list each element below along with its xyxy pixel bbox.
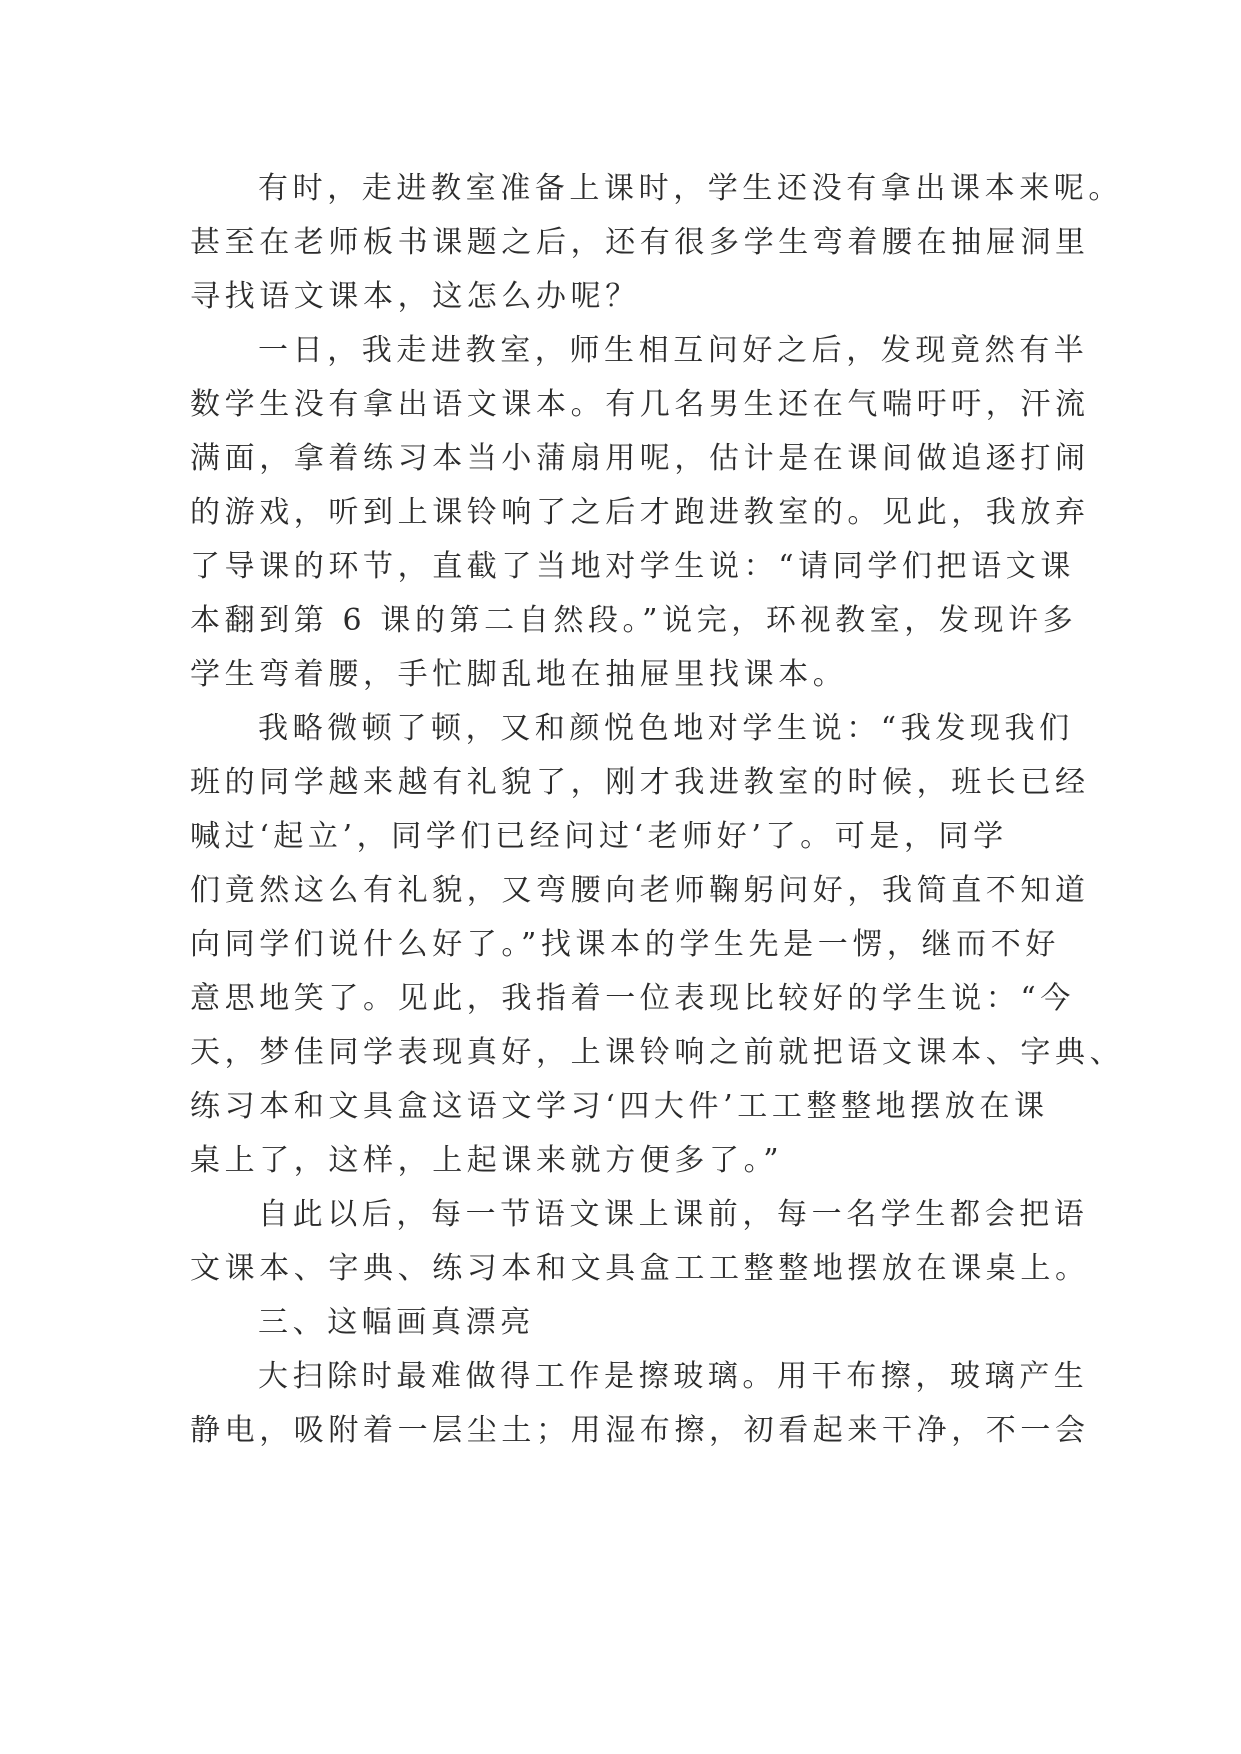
paragraph-line: 喊过‘起立’，同学们已经问过‘老师好’了。可是，同学 [190,819,1008,854]
paragraph-line: 数学生没有拿出语文课本。有几名男生还在气喘吁吁，汗流 [190,387,1090,422]
document-body [190,162,1125,1458]
paragraph-line: 班的同学越来越有礼貌了，刚才我进教室的时候，班长已经 [190,765,1090,800]
paragraph-line: 练习本和文具盒这语文学习‘四大件’工工整整地摆放在课 [190,1089,1049,1124]
paragraph-line: 一日，我走进教室，师生相互问好之后，发现竟然有半 [258,333,1089,368]
paragraph-line: 寻找语文课本，这怎么办呢？ [190,279,640,314]
paragraph-line: 有时，走进教室准备上课时，学生还没有拿出课本来呢。 [258,171,1123,206]
paragraph-line: 向同学们说什么好了。”找课本的学生先是一愣，继而不好 [190,927,1060,962]
paragraph-line: 学生弯着腰，手忙脚乱地在抽屉里找课本。 [190,657,848,692]
paragraph-line: 了导课的环节，直截了当地对学生说：“请同学们把语文课 [190,549,1075,584]
paragraph-line: 满面，拿着练习本当小蒲扇用呢，估计是在课间做追逐打闹 [190,441,1090,476]
paragraph-line: 静电，吸附着一层尘土；用湿布擦，初看起来干净，不一会 [190,1413,1090,1448]
paragraph-line: 的游戏，听到上课铃响了之后才跑进教室的。见此，我放弃 [190,495,1090,530]
paragraph-line: 我略微顿了顿，又和颜悦色地对学生说：“我发现我们 [258,711,1074,746]
paragraph-line: 本翻到第 6 课的第二自然段。”说完，环视教室，发现许多 [190,603,1078,638]
paragraph-line: 自此以后，每一节语文课上课前，每一名学生都会把语 [258,1197,1089,1232]
paragraph-line: 意思地笑了。见此，我指着一位表现比较好的学生说：“今 [190,981,1075,1016]
section-heading: 三、这幅画真漂亮 [258,1305,535,1340]
paragraph-line: 天，梦佳同学表现真好，上课铃响之前就把语文课本、字典、 [190,1035,1125,1070]
paragraph-line: 甚至在老师板书课题之后，还有很多学生弯着腰在抽屉洞里 [190,225,1090,260]
paragraph-line: 们竟然这么有礼貌，又弯腰向老师鞠躬问好，我简直不知道 [190,873,1090,908]
paragraph-line: 桌上了，这样，上起课来就方便多了。” [190,1143,784,1178]
paragraph-line: 文课本、字典、练习本和文具盒工工整整地摆放在课桌上。 [190,1251,1090,1286]
paragraph-line: 大扫除时最难做得工作是擦玻璃。用干布擦，玻璃产生 [258,1359,1089,1394]
